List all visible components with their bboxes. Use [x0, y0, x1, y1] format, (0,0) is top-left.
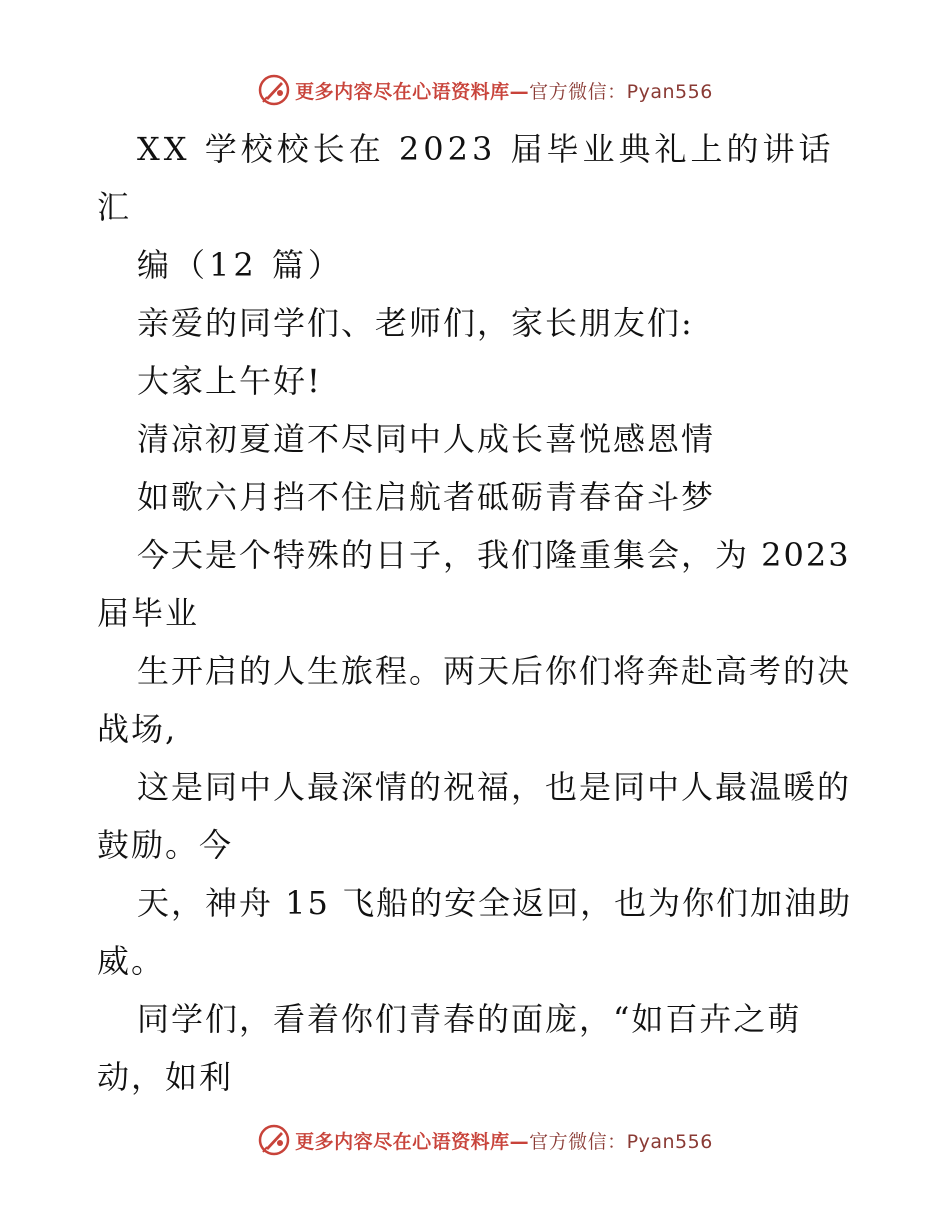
footer-watermark-banner	[0, 1120, 950, 1160]
quill-logo-icon	[257, 73, 291, 107]
document-title-line-1: XX 学校校长在 2023 届毕业典礼上的讲话汇	[97, 130, 835, 226]
salutation: 亲爱的同学们、老师们，家长朋友们:	[137, 304, 694, 342]
banner-text: 更多内容尽在心语资料库—官方微信：Pyan556	[295, 1130, 713, 1153]
paragraph: 同学们，看着你们青春的面庞，“如百卉之萌动，如利	[97, 1000, 802, 1096]
couplet-line-2: 如歌六月挡不住启航者砥砺青春奋斗梦	[137, 478, 716, 516]
document-title-line-2: 编（12 篇）	[137, 246, 344, 284]
greeting: 大家上午好!	[137, 362, 322, 400]
couplet-line-1: 清凉初夏道不尽同中人成长喜悦感恩情	[137, 420, 716, 458]
paragraph: 这是同中人最深情的祝福，也是同中人最温暖的鼓励。今	[97, 768, 852, 864]
paragraph: 天，神舟 15 飞船的安全返回，也为你们加油助威。	[97, 884, 853, 980]
quill-logo-icon	[257, 1123, 291, 1157]
paragraph: 生开启的人生旅程。两天后你们将奔赴高考的决战场,	[97, 652, 852, 748]
banner-text: 更多内容尽在心语资料库—官方微信：Pyan556	[295, 80, 713, 103]
header-watermark-banner	[0, 70, 950, 110]
paragraph: 今天是个特殊的日子，我们隆重集会，为 2023 届毕业	[97, 536, 851, 632]
document-body	[97, 120, 867, 1106]
